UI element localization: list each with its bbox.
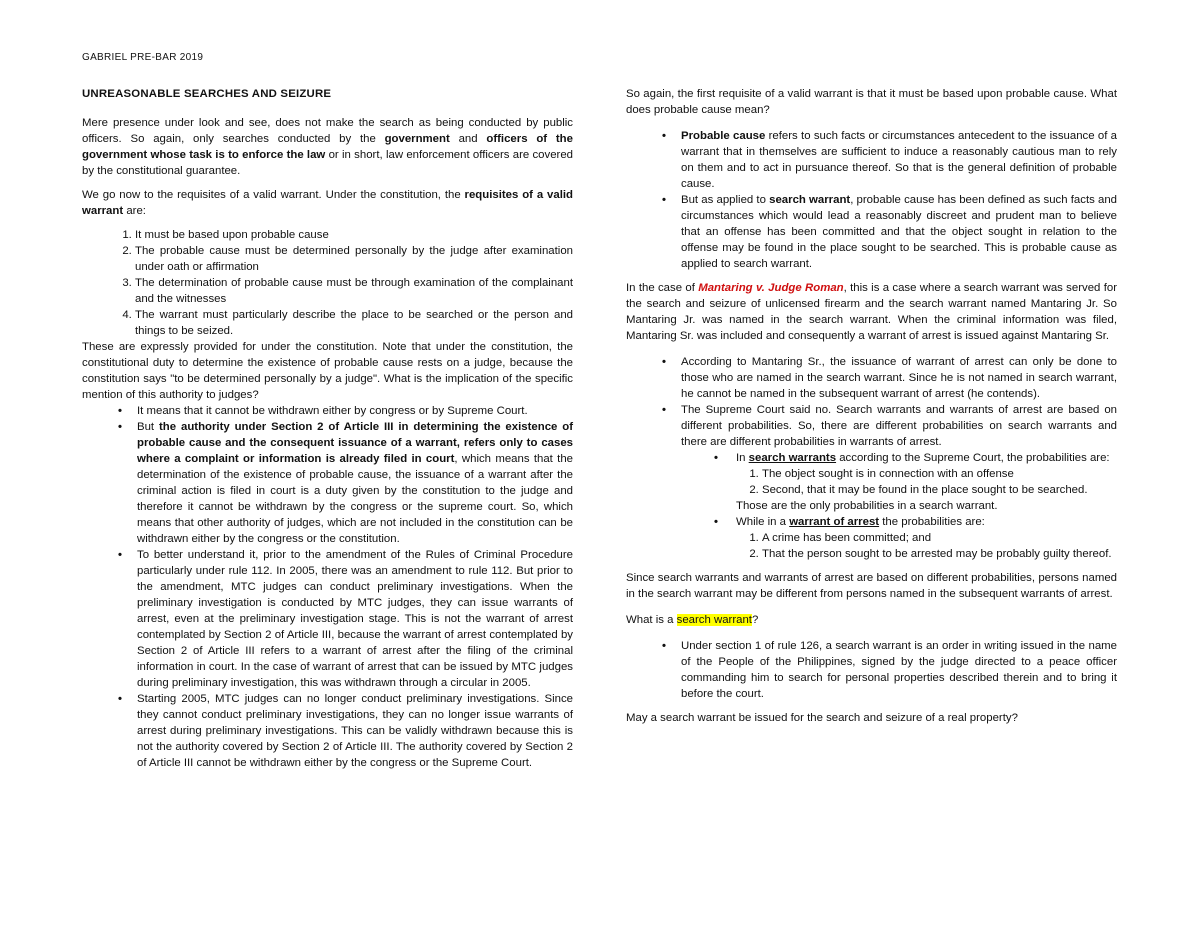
list-item: • The Supreme Court said no. Search warrants and warrants of arrest are based on different probabilities. So, there are different probabilities on search warrants and there are different probabilities in warrants of arrest. [626, 402, 1117, 450]
list-item: 2. Second, that it may be found in the place sought to be searched. [762, 482, 1117, 498]
list-item: • Probable cause refers to such facts or circumstances antecedent to the issuance of a warrant that in themselves are sufficient to induce a reasonably cautious man to rely on them and to act in pursuance thereof. So that is the general definition of probable cause. [626, 128, 1117, 192]
list-item: 1. It must be based upon probable cause [135, 227, 573, 243]
list-item: • To better understand it, prior to the amendment of the Rules of Criminal Procedure particularly under rule 112. In 2005, there was an amendment to rule 112. But prior to the amendment, MTC judges can conduct preliminary investigations. When the preliminary investigation is conducted by MTC judges, they can issue warrants of arrest, even at the preliminary investigation stage. This is not the warrant of arrest contemplated by Section 2 of Article III, because the warrant of arrest contemplated by Section 2 of Article III refers to a warrant of arrest after the filing of the criminal information in court. In the case of warrant of arrest that can be issued by MTC judges during preliminary investigation, this was withdrawn through a circular in 2005. [82, 547, 573, 691]
paragraph-presence: Mere presence under look and see, does not make the search as being conducted by public officers. So again, only searches conducted by the government and officers of the government whose task is to enforce the law or in short, law enforcement officers are covered by the constitutional guarantee. [82, 117, 574, 177]
implication-list [82, 403, 573, 771]
requisites-list [82, 227, 573, 339]
mantaring-list [626, 354, 1117, 466]
list-item: • In search warrants according to the Supreme Court, the probabilities are: [626, 450, 1117, 466]
list-item: 2. That the person sought to be arrested may be probably guilty thereof. [762, 546, 1117, 562]
question-search-warrant: What is a search warrant? [626, 614, 759, 626]
paragraph-constitution: These are expressly provided for under the constitution. Note that under the constitution, the constitutional duty to determine the existence of probable cause rests on a judge, because the constitution says "to be determined personally by a judge". What is the implication of the specific mention of this authority to judges? [82, 341, 573, 401]
paragraph-mantaring-case: In the case of Mantaring v. Judge Roman, this is a case where a search warrant was served for the search and seizure of unlicensed firearm and the search warrant named Mantaring Jr. So Mantaring Jr. was named in the search warrant. When the criminal information was filed, Mantaring Sr. was included and consequently a warrant of arrest is issued against Mantaring Sr. [626, 282, 1117, 342]
search-warrant-probabilities [626, 466, 1117, 498]
left-column [82, 86, 573, 771]
list-item: • Starting 2005, MTC judges can no longer conduct preliminary investigations. Since they cannot conduct preliminary investigations, they can no longer issue warrants of arrest during preliminary investigations. This can be validly withdrawn because this is not the authority covered by Section 2 of Article III. The authority covered by Section 2 of Article III cannot be withdrawn either by the congress or the Supreme Court. [82, 691, 573, 771]
paragraph-requisites-intro: We go now to the requisites of a valid warrant. Under the constitution, the requisites of a valid warrant are: [82, 189, 573, 217]
paragraph-different-probabilities: Since search warrants and warrants of arrest are based on different probabilities, persons named in the search warrant may be different from persons named in the subsequent warrants of arrest. [626, 572, 1117, 600]
list-item: • According to Mantaring Sr., the issuance of warrant of arrest can only be done to those who are named in the search warrant. Since he is not named in search warrant, he cannot be named in the subsequent warrant of arrest (he contends). [626, 354, 1117, 402]
probable-cause-list [626, 128, 1117, 272]
case-name: Mantaring v. Judge Roman [698, 282, 844, 294]
definition-list [626, 638, 1117, 702]
section-title: UNREASONABLE SEARCHES AND SEIZURE [82, 88, 332, 100]
arrest-probabilities [626, 530, 1117, 562]
right-column [626, 86, 1117, 734]
question-real-property: May a search warrant be issued for the search and seizure of a real property? [626, 712, 1018, 724]
arrest-list [626, 514, 1117, 530]
list-item: 3. The determination of probable cause must be through examination of the complainant and the witnesses [135, 275, 573, 307]
paragraph-probable-cause-intro: So again, the first requisite of a valid warrant is that it must be based upon probable cause. What does probable cause mean? [626, 88, 1117, 116]
list-item: • But the authority under Section 2 of Article III in determining the existence of probable cause and the consequent issuance of a warrant, refers only to cases where a complaint or information is already filed in court, which means that the determination of the existence of probable cause, the issuance of a warrant after the criminal action is filed in court is a duty given by the constitution to the judge and therefore it cannot be withdrawn by the congress or the supreme court. So, which means that other authority of judges, which are not included in the constitution can be withdrawn either by the congress or the constitution. [82, 419, 573, 547]
list-item: 2. The probable cause must be determined personally by the judge after examination under oath or affirmation [135, 243, 573, 275]
list-item: • Under section 1 of rule 126, a search warrant is an order in writing issued in the name of the People of the Philippines, signed by the judge directed to a peace officer commanding him to search for personal properties described therein and to bring it before the court. [626, 638, 1117, 702]
list-item: • It means that it cannot be withdrawn either by congress or by Supreme Court. [82, 403, 573, 419]
highlighted-term: search warrant [676, 614, 752, 626]
page-header: GABRIEL PRE-BAR 2019 [82, 52, 204, 63]
search-warrant-note: Those are the only probabilities in a search warrant. [736, 500, 998, 512]
list-item: 4. The warrant must particularly describe the place to be searched or the person and things to be seized. [135, 307, 573, 339]
list-item: • But as applied to search warrant, probable cause has been defined as such facts and circumstances which would lead a reasonably discreet and prudent man to believe that an offense has been committed and that the object sought in relation to the offense may be found in the place sought to be searched. This is probable cause as applied to search warrant. [626, 192, 1117, 272]
list-item: 1. The object sought is in connection with an offense [762, 466, 1117, 482]
list-item: 1. A crime has been committed; and [762, 530, 1117, 546]
list-item: • While in a warrant of arrest the probabilities are: [626, 514, 1117, 530]
